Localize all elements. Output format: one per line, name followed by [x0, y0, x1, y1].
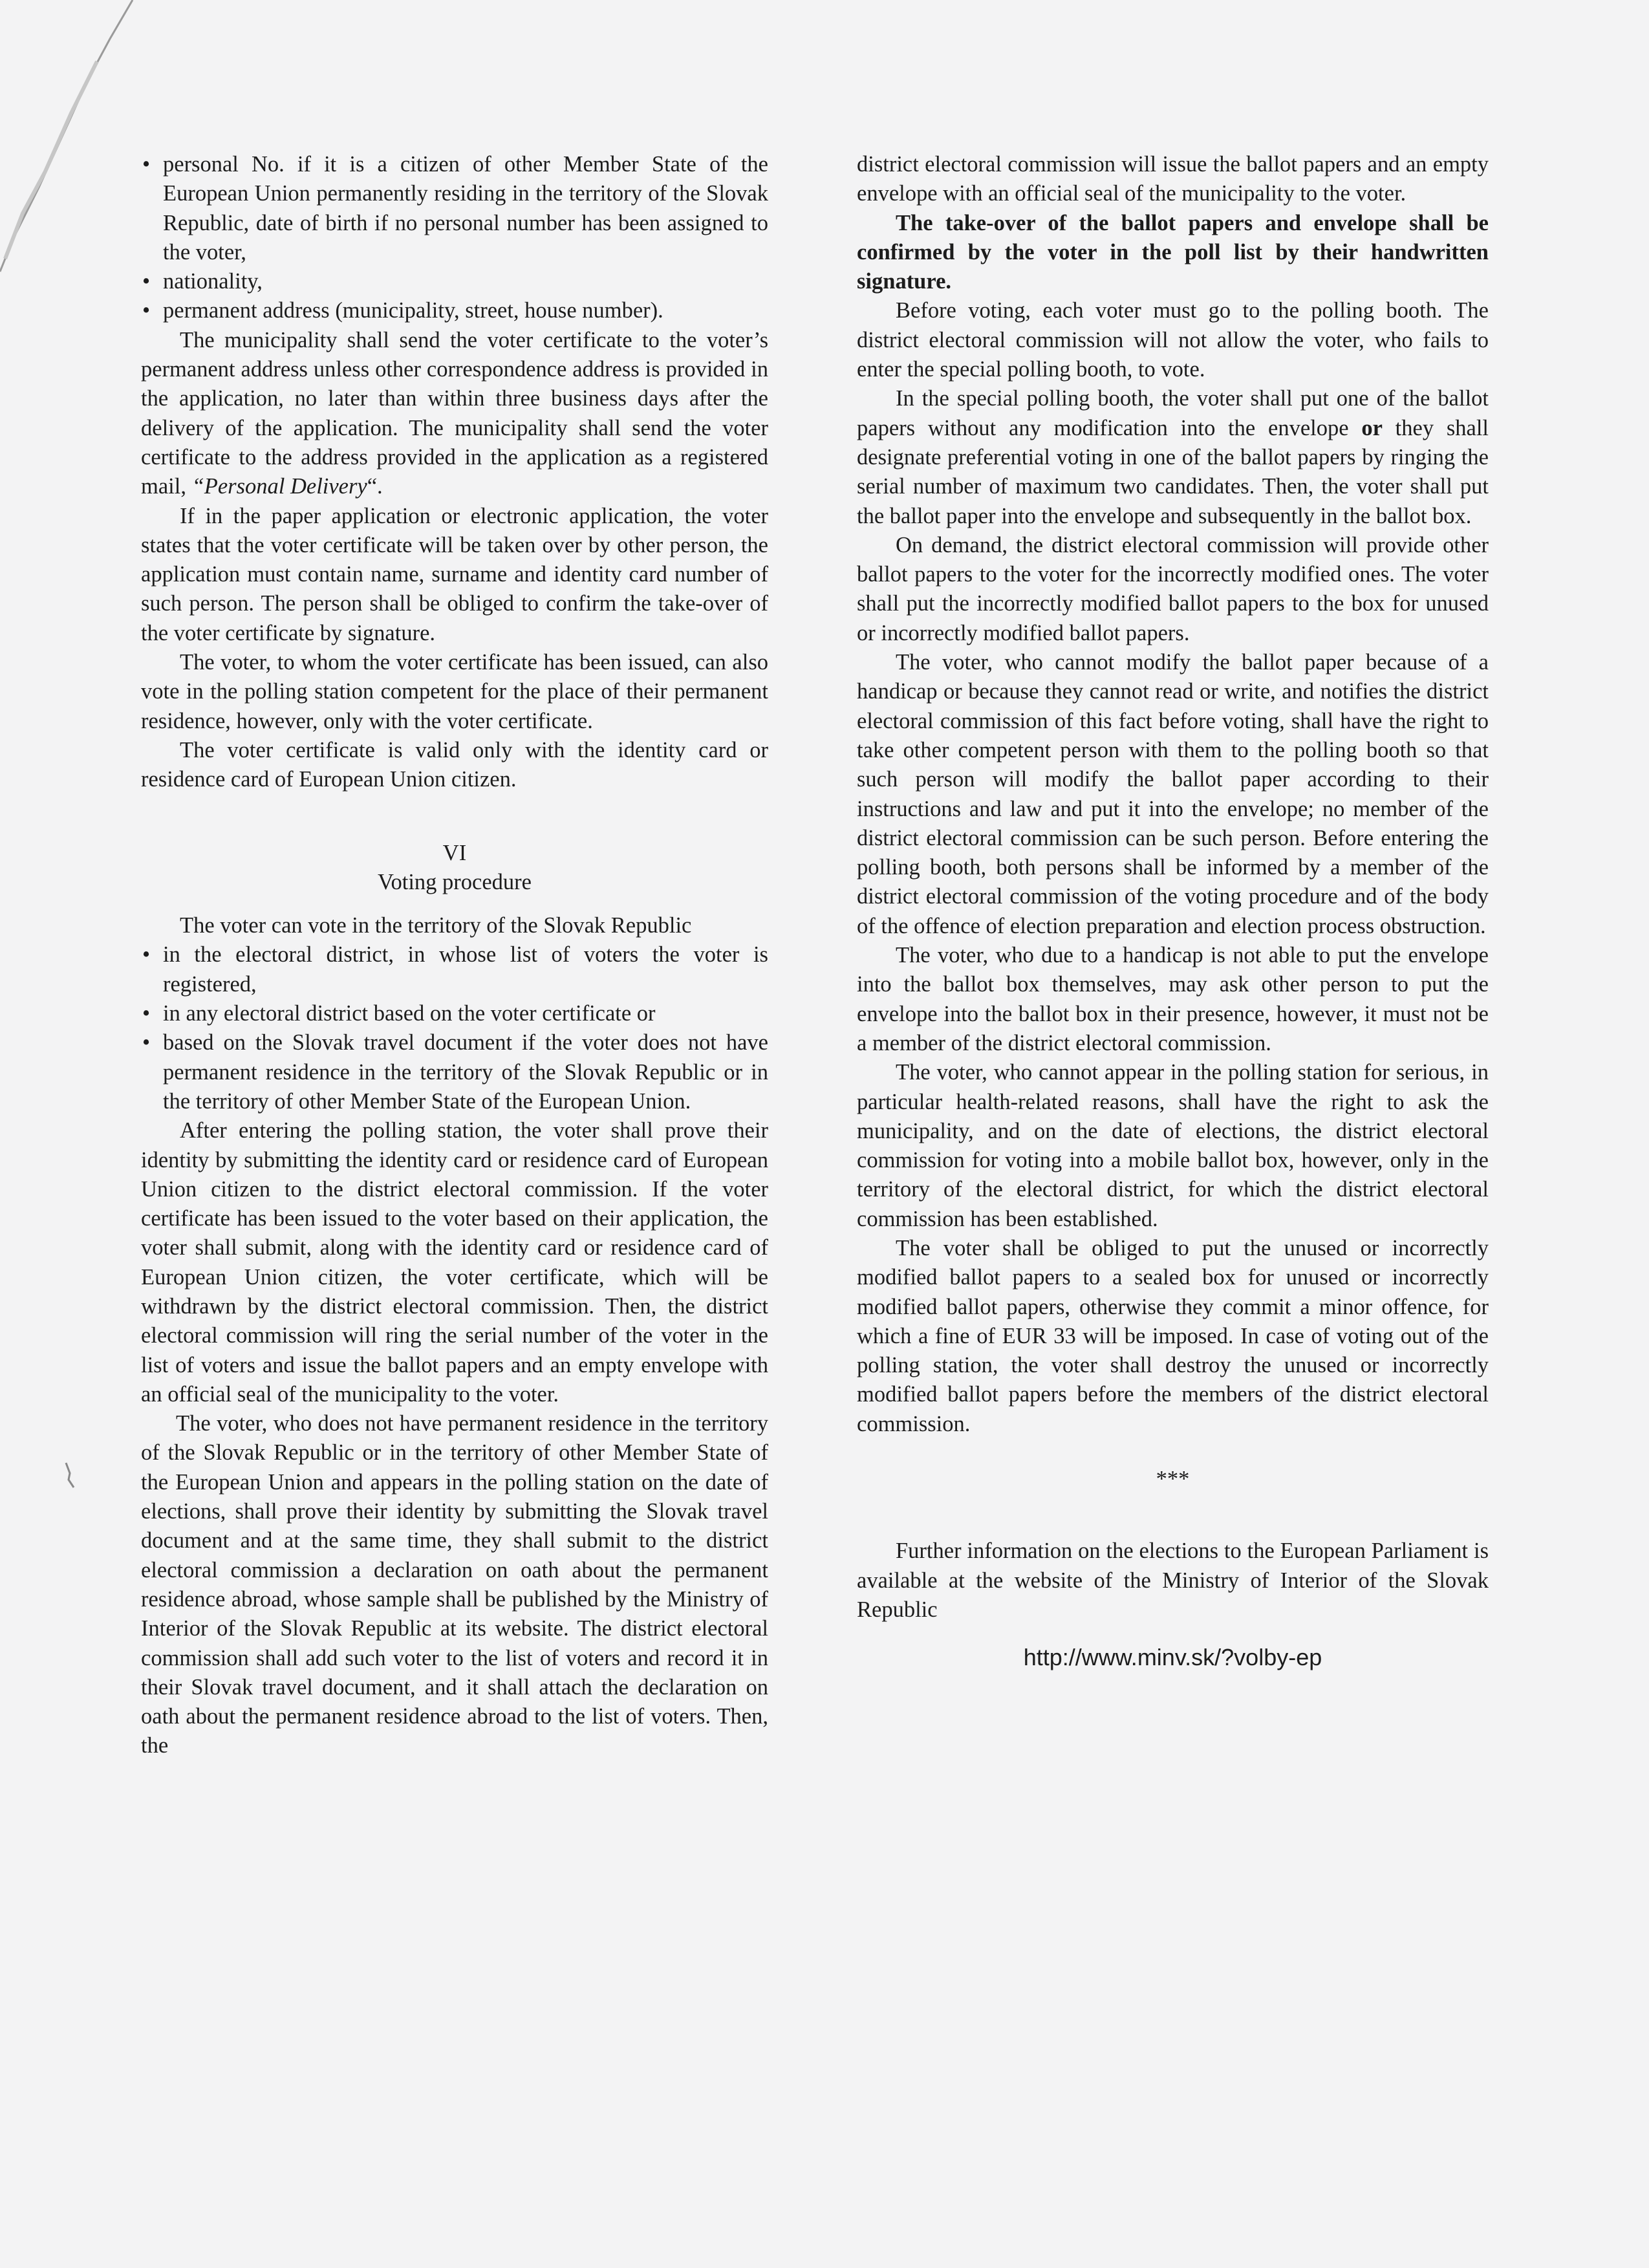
paragraph-on-demand: On demand, the district electoral commission will provide other ballot papers to the voter for the incorrectly modified ones. The voter shall put the incorrectly modified ballot papers to the box for unused or incorrectly modified ballot papers. — [857, 532, 1489, 645]
paragraph-text: they shall designate preferential voting in one of the ballot papers by ringing the serial number of maximum two candidates. Then, the voter shall put the ballot paper into the envelope and subsequently in the ballot box. — [857, 415, 1489, 528]
paragraph-voter-issued: The voter, to whom the voter certificate has been issued, can also vote in the polling station competent for the place of their permanent residence, however, only with the voter certificate. — [141, 650, 768, 733]
paragraph-continued: district electoral commission will issue the ballot papers and an empty envelope with an official seal of the municipality to the voter. — [857, 152, 1489, 206]
paragraph-text: The municipality shall send the voter certificate to the voter’s permanent address unless other correspondence address is provided in the application, no later than within three business days after the delivery of the application. The municipality shall send the voter certificate to the address provided in the application as a registered mail, — [141, 327, 768, 499]
paragraph-handicap: The voter, who cannot modify the ballot paper because of a handicap or because they cannot read or write, and notifies the district electoral commission of this fact before voting, shall have the right to take other competent person with them to the polling booth so that such person will modify the ballot paper according to their instructions and law and put it into the envelope; no member of the district electoral commission can be such person. Before entering the polling booth, both persons shall be informed by a member of the district electoral commission of the voting procedure and of the body of the offence of election preparation and election process obstruction. — [857, 650, 1489, 938]
paragraph-text: In the special polling booth, the voter shall put one of the ballot papers without any modification into the envelope — [857, 386, 1489, 440]
separator: *** — [1156, 1467, 1190, 1492]
paragraph-no-residence: The voter, who does not have permanent residence in the territory of the Slovak Republic or in the territory of other Member State of the European Union and appears in the polling station on the date of elections, shall prove their identity by submitting the Slovak travel document and at the same time, they shall submit to the district electoral commission a declaration on oath about the permanent residence abroad, whose sample shall be published by the Ministry of Interior of the Slovak Republic at its website. The district electoral commission shall add such voter to the list of voters and record it in their Slovak travel document, and it shall attach the declaration on oath about the permanent residence abroad to the list of voters. Then, the — [141, 1411, 768, 1758]
website-link[interactable]: http://www.minv.sk/?volby-ep — [1023, 1644, 1322, 1671]
paragraph-special-booth — [857, 384, 1489, 530]
paragraph-cannot-appear: The voter, who cannot appear in the polling station for serious, in particular health-related reasons, shall have the right to ask the municipality, and on the date of elections, the district electoral commission for voting into a mobile ballot box, however, only in the territory of the electoral district, for which the district electoral commission has been established. — [857, 1060, 1489, 1231]
scan-speck — [63, 1460, 78, 1490]
list-item: • in any electoral district based on the voter certificate or — [141, 999, 768, 1028]
italic-text: “Personal Delivery — [191, 474, 367, 499]
voting-options-list — [141, 940, 768, 1116]
left-column — [141, 150, 768, 1761]
paragraph-municipality-send — [141, 326, 768, 502]
paragraph-takeover-bold: The take-over of the ballot papers and envelope shall be confirmed by the voter in the poll list by their handwritten signature. — [857, 210, 1489, 294]
paragraph-envelope-handicap: The voter, who due to a handicap is not able to put the envelope into the ballot box themselves, may ask other person to put the envelope into the ballot box in their presence, however, it must not be a member of the district electoral commission. — [857, 943, 1489, 1055]
section-number: VI — [442, 840, 467, 865]
paragraph-obliged: The voter shall be obliged to put the unused or incorrectly modified ballot papers to a sealed box for unused or incorrectly modified ballot papers, otherwise they commit a minor offence, for which a fine of EUR 33 will be imposed. In case of voting out of the polling station, the voter shall destroy the unused or incorrectly modified ballot papers before the members of the district electoral commission. — [857, 1235, 1489, 1436]
list-item: • nationality, — [141, 267, 768, 296]
paragraph-further-info: Further information on the elections to the European Parliament is available at the website of the Ministry of Interior of the Slovak Republic — [857, 1539, 1489, 1622]
section-title: Voting procedure — [378, 869, 532, 894]
bold-text: or — [1361, 415, 1383, 440]
page-fold-mark — [0, 0, 155, 336]
paragraph-paper-application: If in the paper application or electronic application, the voter states that the voter certificate will be taken over by other person, the application must contain name, surname and identity card number of such person. The person shall be obliged to confirm the take-over of the voter certificate by signature. — [141, 503, 768, 645]
paragraph-certificate-valid: The voter certificate is valid only with the identity card or residence card of European Union citizen. — [141, 737, 768, 792]
list-item: • personal No. if it is a citizen of other Member State of the European Union permanently residing in the territory of the Slovak Republic, date of birth if no personal number has been assigned to the voter, — [141, 150, 768, 267]
paragraph-text: “. — [367, 474, 383, 499]
list-item: • in the electoral district, in whose list of voters the voter is registered, — [141, 940, 768, 999]
paragraph-vote-territory: The voter can vote in the territory of the Slovak Republic — [180, 913, 692, 938]
list-item: • permanent address (municipality, street, house number). — [141, 296, 768, 325]
right-column — [857, 150, 1489, 1672]
paragraph-before-voting: Before voting, each voter must go to the polling booth. The district electoral commission will not allow the voter, who fails to enter the special polling booth, to vote. — [857, 298, 1489, 382]
list-item: • based on the Slovak travel document if the voter does not have permanent residence in the territory of the Slovak Republic or in the territory of other Member State of the European Union. — [141, 1028, 768, 1116]
paragraph-after-entering: After entering the polling station, the voter shall prove their identity by submitting the identity card or residence card of European Union citizen to the district electoral commission. If the voter certificate has been issued to the voter based on their application, the voter shall submit, along with the identity card or residence card of European Union citizen, the voter certificate, which will be withdrawn by the district electoral commission. Then, the district electoral commission will ring the serial number of the voter in the list of voters and issue the ballot papers and an empty envelope with an official seal of the municipality to the voter. — [141, 1118, 768, 1407]
voter-details-list — [141, 150, 768, 326]
